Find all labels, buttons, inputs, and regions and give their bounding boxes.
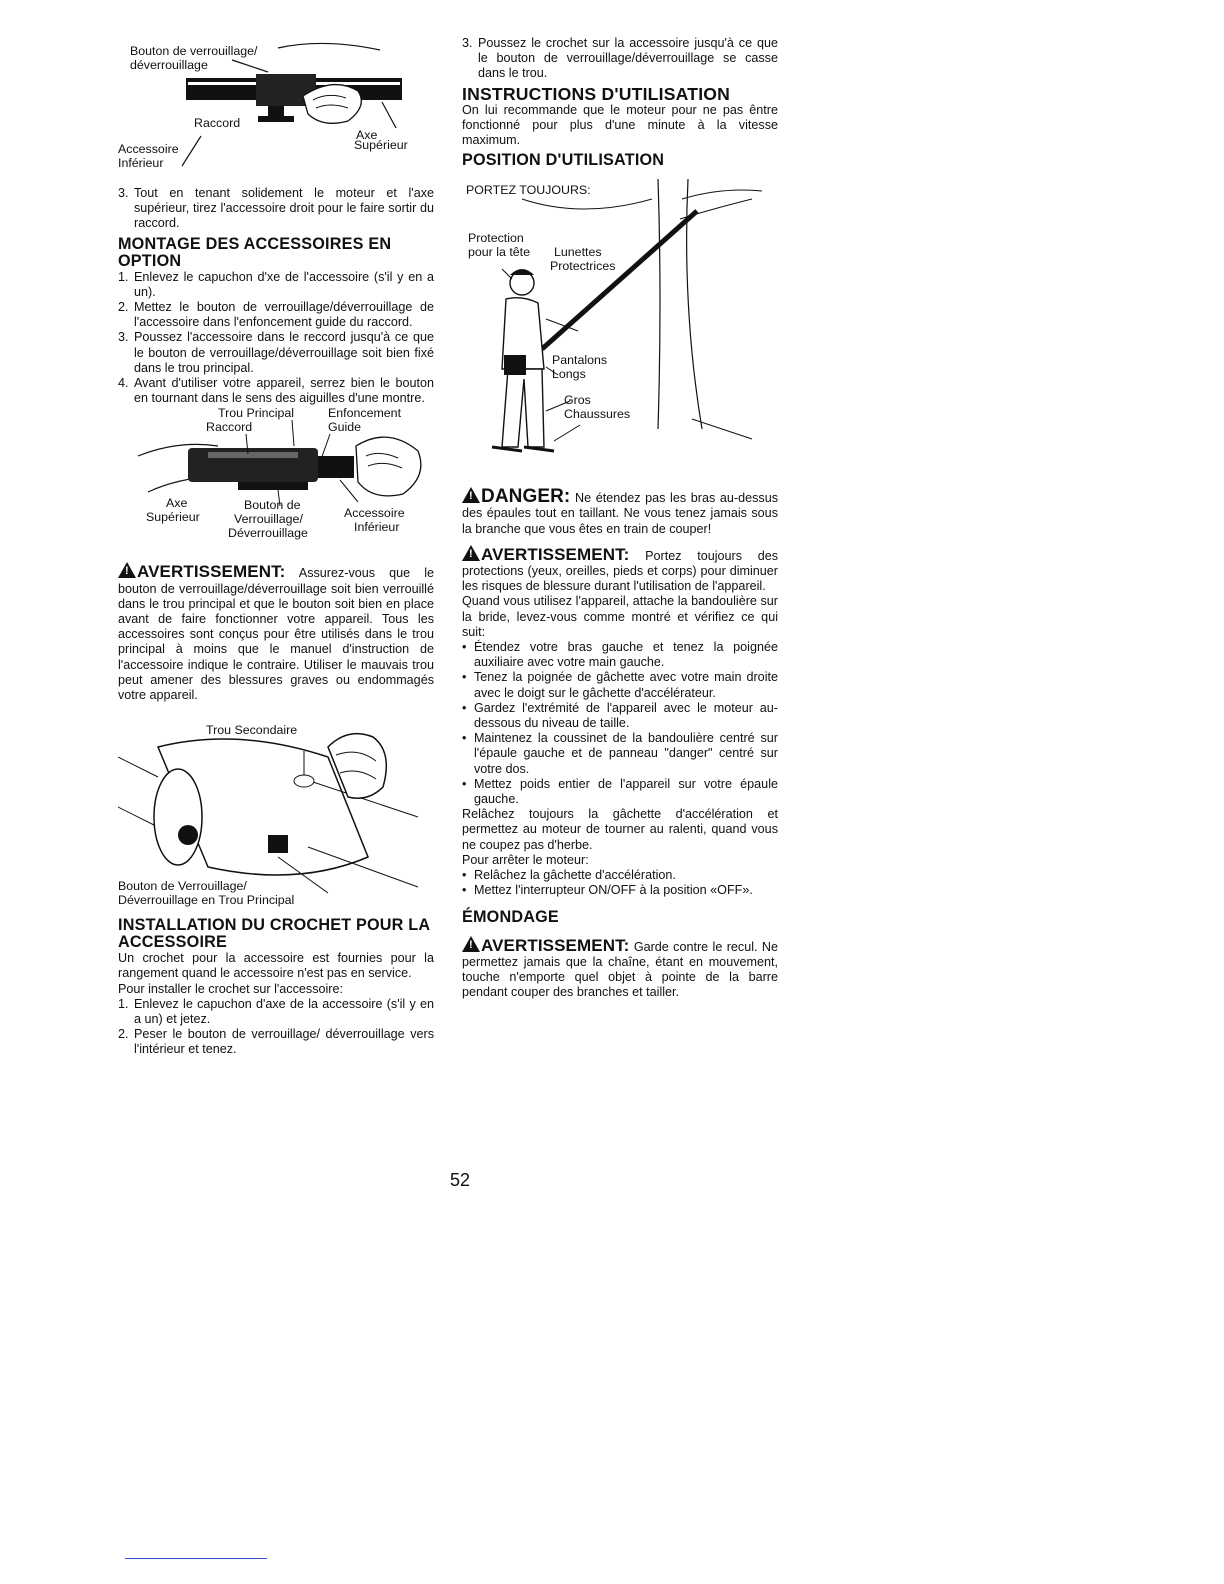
paragraph-relachez: Relâchez toujours la gâchette d'accélération et permettez au moteur de tourner au ralenti, quand vous ne coupez pas d'herbe. <box>462 807 778 852</box>
label-superieur-2: Supérieur <box>146 510 200 525</box>
instructions-paragraph: On lui recommande que le moteur pour ne pas êntre fonctionné pour plus d'une minute à la vitesse maximum. <box>462 102 778 148</box>
list-item: 2. Peser le bouton de verrouillage/ déverrouillage vers l'intérieur et tenez. <box>118 1027 434 1057</box>
page-number: 52 <box>450 1170 471 1190</box>
label-accessoire: Accessoire <box>118 142 179 156</box>
warning-icon <box>462 545 480 561</box>
warning-icon <box>462 936 480 952</box>
label-guide: Guide <box>328 420 362 435</box>
label-raccord-2: Raccord <box>206 420 253 435</box>
label-portez: PORTEZ TOUJOURS: <box>466 183 591 198</box>
list-item: • Mettez poids entier de l'appareil sur votre épaule gauche. <box>462 776 778 807</box>
label-verrouillage: Verrouillage/ <box>234 512 303 527</box>
paragraph-quand: Quand vous utilisez l'appareil, attache la bandoulière sur la bride, levez-vous comme montré et vérifiez ce qui suit: <box>462 594 778 639</box>
list-item: 3. Poussez le crochet sur la accessoire jusqu'à ce que le bouton de verrouillage/déverrouillage se casse dans le trou. <box>462 36 778 81</box>
list-item: 1. Enlevez le capuchon d'xe de l'accessoire (s'il y en a un). <box>118 269 434 299</box>
operator-illustration <box>462 179 778 479</box>
figure-disconnect-coupler <box>118 36 434 176</box>
list-item: • Gardez l'extrémité de l'appareil avec le moteur au-dessous du niveau de taille. <box>462 700 778 731</box>
label-bouton-de: Bouton de <box>244 498 301 513</box>
list-item: • Mettez l'interrupteur ON/OFF à la position «OFF». <box>462 883 753 898</box>
paragraph-arreter: Pour arrêter le moteur: <box>462 852 589 867</box>
label-deverrouillage-2: Déverrouillage <box>228 526 308 541</box>
label-lunettes: Lunettes <box>554 245 602 260</box>
label-accessoire-2: Accessoire <box>344 506 405 521</box>
heading-emondage: ÉMONDAGE <box>462 907 559 926</box>
danger-block: !DANGER: Ne étendez pas les bras au-dessus des épaules tout en taillant. Ne vous tenez jamais sous la branche que vous êtes en train de couper! <box>462 487 778 537</box>
label-pantalons: Pantalons <box>552 353 608 368</box>
figure-operating-position <box>462 179 778 479</box>
label-deverrouillage: déverrouillage <box>130 58 208 72</box>
label-gros: Gros <box>564 393 591 408</box>
label-trou-secondaire: Trou Secondaire <box>206 723 298 738</box>
figure-secondary-hole <box>118 717 434 909</box>
label-deverrouillage-3: Déverrouillage en Trou Principal <box>118 893 295 908</box>
warning-icon <box>462 487 480 503</box>
label-axe: Axe <box>356 128 378 142</box>
warning-block-3: !AVERTISSEMENT: Garde contre le recul. Ne permettez jamais que la chaîne, étant en mouvement, touche n'emporte quel objet à pointe de la barre pendant couper des branches et tailler. <box>462 936 778 1001</box>
label-raccord: Raccord <box>194 116 241 130</box>
label-inferieur-2: Inférieur <box>354 520 400 535</box>
heading-montage: MONTAGE DES ACCESSOIRES EN OPTION <box>118 234 392 270</box>
footer-divider <box>125 1558 267 1559</box>
warning-block-1: !AVERTISSEMENT: Assurez-vous que le bouton de verrouillage/déverrouillage soit bien verrouillé dans le trou principal et que le bouton soit bien en place avant de faire fonctionner votre appareil. Tous les accessoires sont conçus pour être utilisés dans le trou principal à moins que le manuel d'instruction de l'accessoire indique le contraire. Utiliser le mauvais trou peut amener des blessures graves ou endommagés votre appareil. <box>118 562 434 703</box>
label-superieur: Supérieur <box>354 138 408 152</box>
label-chaussures: Chaussures <box>564 407 631 422</box>
list-item: • Tenez la poignée de gâchette avec votre main droite avec le doigt sur le gâchette d'accélérateur. <box>462 670 778 700</box>
label-bouton: Bouton de verrouillage/ <box>130 44 258 58</box>
label-trou-principal: Trou Principal <box>218 406 294 421</box>
label-bouton-3: Bouton de Verrouillage/ <box>118 879 247 894</box>
label-pour-tete: pour la tête <box>468 245 530 260</box>
warning-block-2: !AVERTISSEMENT: Portez toujours des protections (yeux, oreilles, pieds et corps) pour diminuer les risques de blessure durant l'utilisation de l'appareil. <box>462 545 778 595</box>
label-protection: Protection <box>468 231 524 246</box>
heading-instructions: INSTRUCTIONS D'UTILISATION <box>462 83 731 104</box>
label-inferieur: Inférieur <box>118 156 164 170</box>
install-paragraph-2: Pour installer le crochet sur l'accessoire: <box>118 981 343 996</box>
list-item: 2. Mettez le bouton de verrouillage/déverrouillage de l'accessoire dans l'enfoncement guide du raccord. <box>118 300 434 330</box>
list-item: • Maintenez la coussinet de la bandoulière centré sur l'épaule gauche et de panneau "danger" centré sur votre dos. <box>462 731 778 776</box>
figure-install-accessory <box>118 406 434 554</box>
list-item: 4. Avant d'utiliser votre appareil, serrez bien le bouton en tournant dans le sens des aiguilles d'une montre. <box>118 376 434 406</box>
list-item: • Relâchez la gâchette d'accélération. <box>462 868 676 883</box>
label-longs: Longs <box>552 367 586 382</box>
list-item: • Étendez votre bras gauche et tenez la poignée auxiliaire avec votre main gauche. <box>462 640 778 670</box>
warning-icon <box>118 562 136 578</box>
label-protectrices: Protectrices <box>550 259 616 274</box>
install-paragraph-1: Un crochet pour la accessoire est fournies pour la rangement quand le accessoire n'est pas en service. <box>118 951 434 981</box>
list-item: 3. Tout en tenant solidement le moteur et l'axe supérieur, tirez l'accessoire droit pour le faire sortir du raccord. <box>118 186 434 231</box>
left-column <box>118 36 434 1058</box>
label-enfoncement: Enfoncement <box>328 406 402 421</box>
list-item: 3. Poussez l'accessoire dans le reccord jusqu'à ce que le bouton de verrouillage/déverrouillage soit bien fixé dans le trou principal. <box>118 330 434 375</box>
label-axe-2: Axe <box>166 496 188 511</box>
heading-installation: INSTALLATION DU CROCHET POUR LA ACCESSOIRE <box>118 916 430 952</box>
list-item: 1. Enlevez le capuchon d'axe de la accessoire (s'il y en a un) et jetez. <box>118 996 434 1027</box>
right-column <box>462 36 778 1000</box>
heading-position: POSITION D'UTILISATION <box>462 151 665 170</box>
